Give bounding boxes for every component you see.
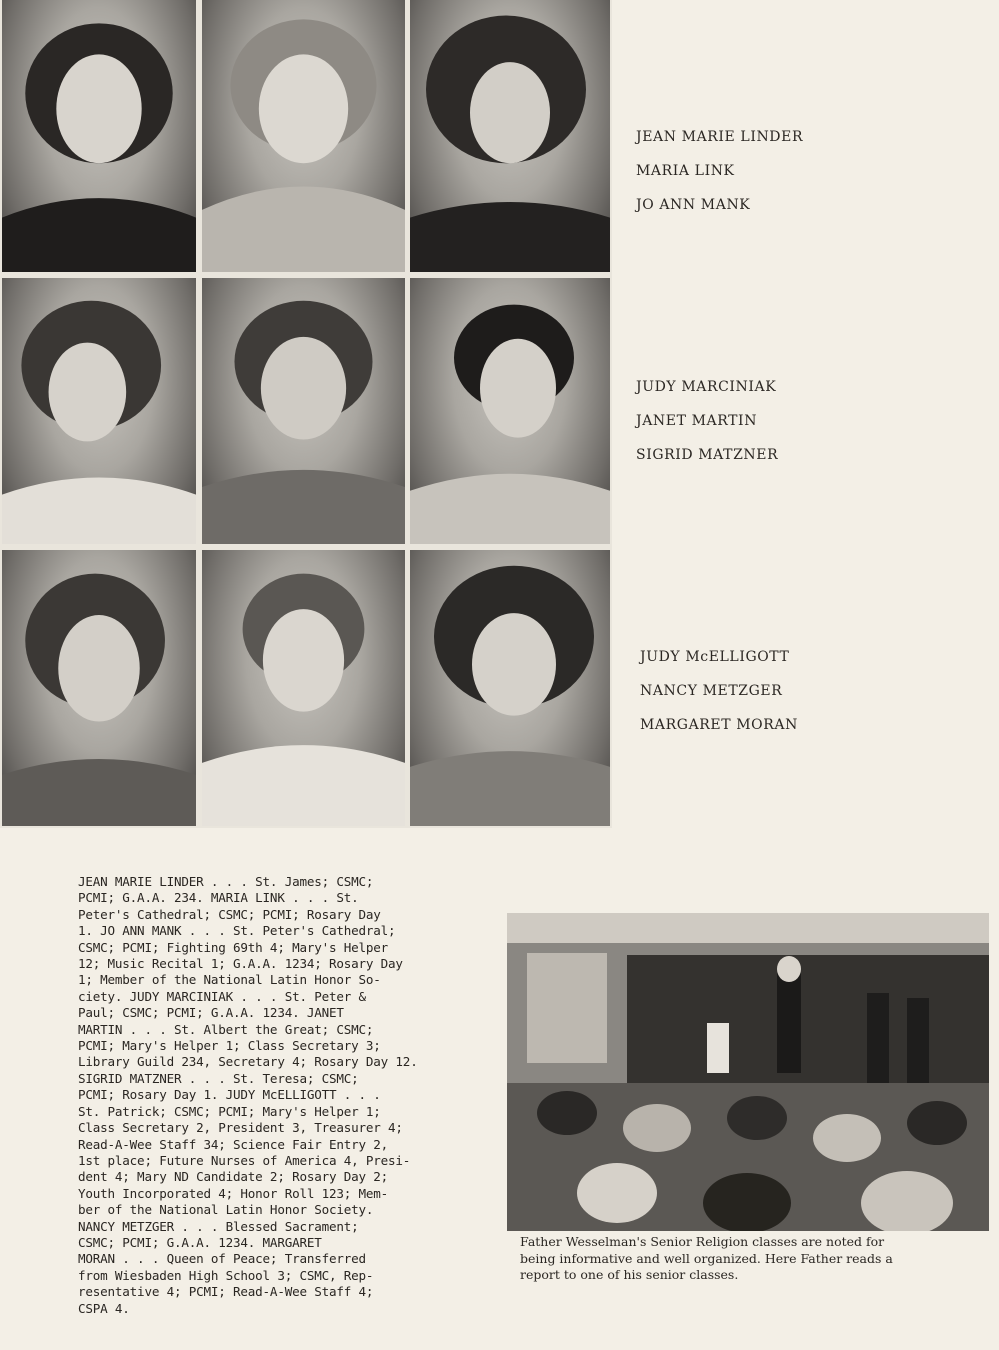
biography-line: Class Secretary 2, President 3, Treasurer 4; xyxy=(78,1120,403,1136)
student-name: NANCY METZGER xyxy=(640,683,783,699)
classroom-photo xyxy=(507,913,989,1231)
name-group-row-2 xyxy=(636,370,778,472)
portrait-sigrid-matzner xyxy=(410,278,610,544)
classroom-photo-icon xyxy=(507,913,989,1231)
biography-line: from Wiesbaden High School 3; CSMC, Rep- xyxy=(78,1267,374,1283)
student-name: SIGRID MATZNER xyxy=(636,447,779,463)
biography-line: SIGRID MATZNER . . . St. Teresa; CSMC; xyxy=(78,1070,359,1086)
portrait-maria-link xyxy=(202,0,405,272)
student-name: JUDY MARCINIAK xyxy=(636,379,777,395)
biography-line: NANCY METZGER . . . Blessed Sacrament; xyxy=(78,1218,359,1234)
caption-line: being informative and well organized. Here Father reads a xyxy=(520,1250,893,1266)
biography-line: Read-A-Wee Staff 34; Science Fair Entry 2, xyxy=(78,1136,389,1152)
student-name: MARIA LINK xyxy=(636,163,735,179)
biography-text xyxy=(78,874,470,1317)
biography-line: 1; Member of the National Latin Honor So- xyxy=(78,972,381,988)
biography-line: MARTIN . . . St. Albert the Great; CSMC; xyxy=(78,1021,374,1037)
biography-line: CSPA 4. xyxy=(78,1300,130,1316)
photo-caption xyxy=(520,1234,990,1284)
biography-line: PCMI; Mary's Helper 1; Class Secretary 3; xyxy=(78,1038,381,1054)
portrait-photo-icon xyxy=(202,550,405,826)
portrait-jo-ann-mank xyxy=(410,0,610,272)
biography-line: CSMC; PCMI; G.A.A. 1234. MARGARET xyxy=(78,1234,322,1250)
student-name: JANET MARTIN xyxy=(636,413,758,429)
biography-line: resentative 4; PCMI; Read-A-Wee Staff 4; xyxy=(78,1284,374,1300)
portrait-photo-icon xyxy=(410,278,610,544)
portrait-photo-icon xyxy=(2,278,196,544)
biography-line: PCMI; G.A.A. 234. MARIA LINK . . . St. xyxy=(78,890,359,906)
biography-line: ber of the National Latin Honor Society. xyxy=(78,1202,374,1218)
biography-line: ciety. JUDY MARCINIAK . . . St. Peter & xyxy=(78,988,366,1004)
student-name: JUDY McELLIGOTT xyxy=(640,649,790,665)
biography-line: Library Guild 234, Secretary 4; Rosary Day 12. xyxy=(78,1054,418,1070)
portrait-photo-icon xyxy=(202,278,405,544)
student-name: MARGARET MORAN xyxy=(640,717,798,733)
portrait-judy-mcelligott xyxy=(2,550,196,826)
portrait-photo-icon xyxy=(2,550,196,826)
biography-line: St. Patrick; CSMC; PCMI; Mary's Helper 1; xyxy=(78,1103,381,1119)
biography-line: JEAN MARIE LINDER . . . St. James; CSMC; xyxy=(78,874,374,889)
biography-line: Paul; CSMC; PCMI; G.A.A. 1234. JANET xyxy=(78,1005,344,1021)
portrait-margaret-moran xyxy=(410,550,610,826)
caption-line: report to one of his senior classes. xyxy=(520,1267,739,1282)
portrait-photo-icon xyxy=(202,0,405,272)
biography-line: PCMI; Rosary Day 1. JUDY McELLIGOTT . . . xyxy=(78,1087,381,1103)
portrait-grid xyxy=(0,0,612,828)
portrait-jean-marie-linder xyxy=(2,0,196,272)
portrait-nancy-metzger xyxy=(202,550,405,826)
student-name: JO ANN MANK xyxy=(636,197,751,213)
biography-line: 12; Music Recital 1; G.A.A. 1234; Rosary Day xyxy=(78,956,403,972)
biography-line: 1st place; Future Nurses of America 4, Presi- xyxy=(78,1152,411,1168)
biography-line: CSMC; PCMI; Fighting 69th 4; Mary's Helper xyxy=(78,939,389,955)
portrait-photo-icon xyxy=(2,0,196,272)
biography-line: Peter's Cathedral; CSMC; PCMI; Rosary Day xyxy=(78,906,381,922)
biography-line: dent 4; Mary ND Candidate 2; Rosary Day 2; xyxy=(78,1169,389,1185)
biography-line: Youth Incorporated 4; Honor Roll 123; Mem- xyxy=(78,1185,389,1201)
portrait-photo-icon xyxy=(410,550,610,826)
name-group-row-3 xyxy=(640,640,798,742)
name-group-row-1 xyxy=(636,120,803,222)
portrait-janet-martin xyxy=(202,278,405,544)
biography-line: MORAN . . . Queen of Peace; Transferred xyxy=(78,1251,366,1267)
portrait-photo-icon xyxy=(410,0,610,272)
caption-line: Father Wesselman's Senior Religion classes are noted for xyxy=(520,1234,885,1249)
student-name: JEAN MARIE LINDER xyxy=(636,129,804,145)
portrait-judy-marciniak xyxy=(2,278,196,544)
biography-line: 1. JO ANN MANK . . . St. Peter's Cathedral; xyxy=(78,923,396,939)
